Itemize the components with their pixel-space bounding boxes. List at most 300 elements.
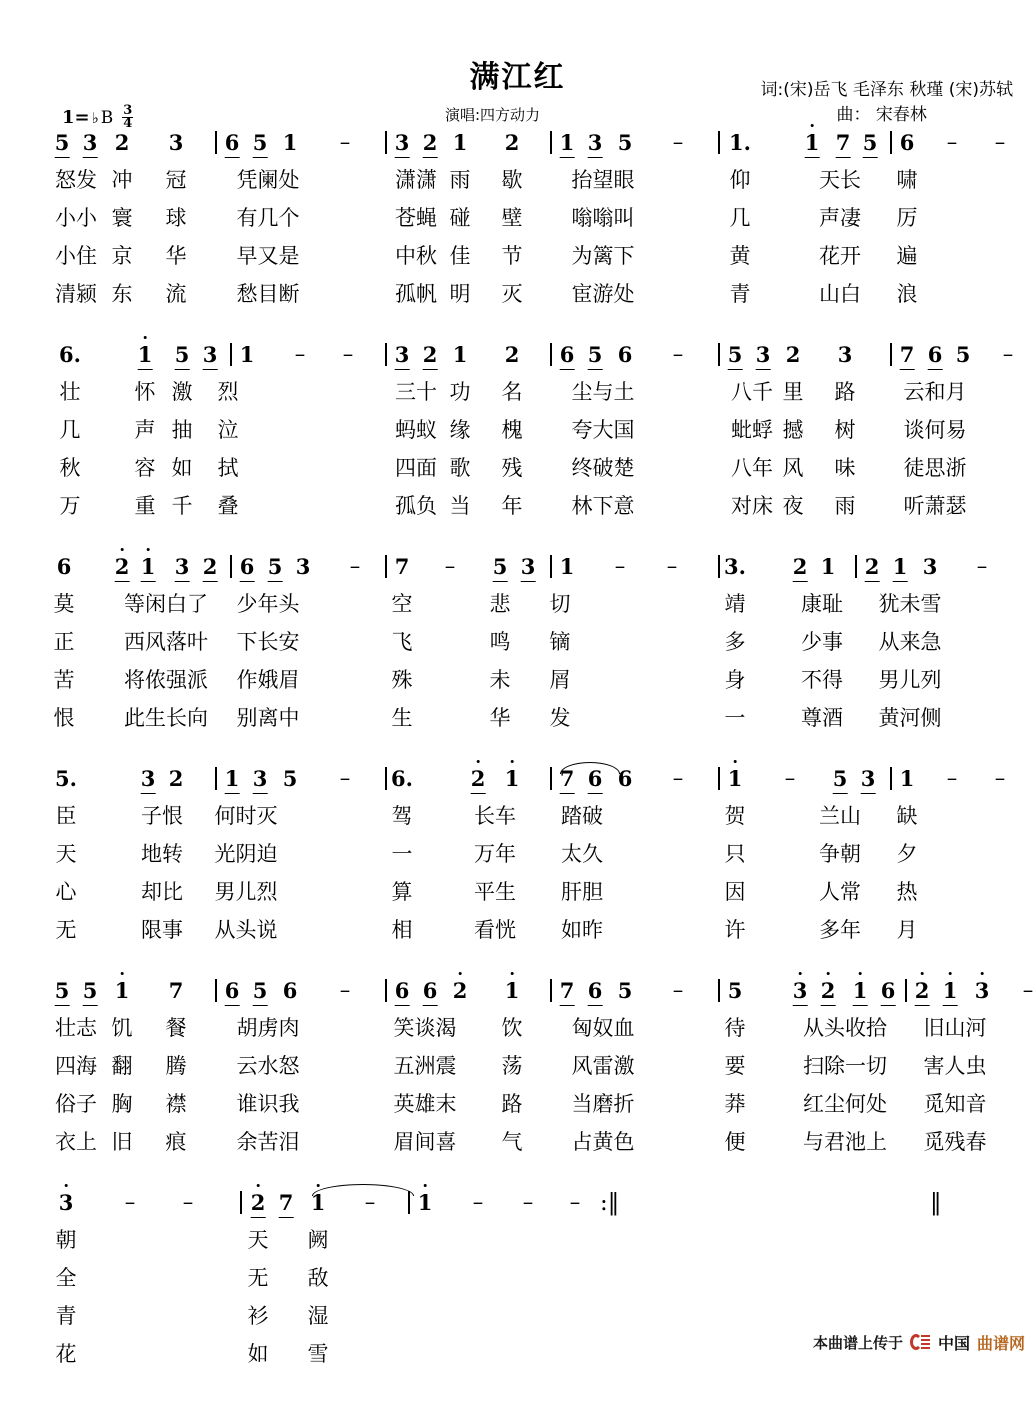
note: 1 <box>943 978 958 1006</box>
note: 3 <box>793 978 808 1006</box>
barline <box>385 766 387 792</box>
lyric-syllable: 佳 <box>449 244 471 268</box>
composer-credit: 曲： 宋春林 <box>836 104 927 125</box>
site-logo-icon <box>910 1333 931 1352</box>
credits <box>761 78 1013 127</box>
note: 6 <box>588 978 603 1006</box>
note: 5 <box>55 130 70 158</box>
lyric-row-verse-2 <box>0 626 1035 664</box>
lyric-syllable: 空 <box>391 592 413 616</box>
note: 5 <box>863 130 878 158</box>
lyric-syllable: 功 <box>449 380 471 404</box>
lyric-syllable: 潇潇 <box>395 168 437 192</box>
lyric-syllable: 黄河侧 <box>878 706 942 730</box>
lyric-syllable: 匈奴血 <box>571 1016 635 1040</box>
lyric-syllable: 夜 <box>782 494 804 518</box>
lyric-syllable: 冲 <box>111 168 133 192</box>
lyric-syllable: 遍 <box>896 244 918 268</box>
lyric-syllable: 四面 <box>395 456 437 480</box>
lyric-syllable: 徒思浙 <box>903 456 967 480</box>
lyric-syllable: 早又是 <box>236 244 300 268</box>
lyric-syllable: 襟 <box>165 1092 187 1116</box>
sustain-dash: – <box>1002 342 1014 366</box>
system-2 <box>0 342 1035 528</box>
lyric-row-verse-4 <box>0 702 1035 740</box>
note: 2 <box>504 342 520 367</box>
sustain-dash: – <box>672 978 684 1002</box>
lyric-syllable: 餐 <box>165 1016 187 1040</box>
lyric-syllable: 敌 <box>307 1266 329 1290</box>
lyric-syllable: 子恨 <box>141 804 183 828</box>
lyric-syllable: 八年 <box>731 456 773 480</box>
lyric-syllable: 谈何易 <box>903 418 967 442</box>
note: 6 <box>588 766 603 794</box>
lyric-syllable: 因 <box>724 880 746 904</box>
lyric-syllable: 花开 <box>819 244 861 268</box>
lyric-syllable: 争朝 <box>819 842 861 866</box>
lyric-syllable: 槐 <box>501 418 523 442</box>
barline <box>905 978 907 1004</box>
final-barline: ‖ <box>930 1190 942 1216</box>
lyric-syllable: 将侬强派 <box>124 668 208 692</box>
lyric-syllable: 万年 <box>474 842 516 866</box>
system-1 <box>0 130 1035 316</box>
barline <box>550 130 552 156</box>
lyric-syllable: 味 <box>834 456 856 480</box>
note: 5. <box>55 766 77 791</box>
note: 1 <box>559 554 575 579</box>
lyric-syllable: 嗡嗡叫 <box>571 206 635 230</box>
lyric-syllable: 如 <box>171 456 193 480</box>
barline <box>718 766 720 792</box>
notation-row <box>0 342 1035 376</box>
lyric-syllable: 秋 <box>59 456 81 480</box>
note: 2 <box>114 130 130 155</box>
note: 1 <box>239 342 255 367</box>
lyric-syllable: 旧 <box>111 1130 133 1154</box>
lyric-syllable: 地转 <box>141 842 183 866</box>
barline <box>230 554 232 580</box>
lyric-syllable: 便 <box>724 1130 746 1154</box>
lyric-syllable: 天长 <box>819 168 861 192</box>
lyric-syllable: 烈 <box>217 380 239 404</box>
lyric-syllable: 算 <box>391 880 413 904</box>
note: 6 <box>617 766 633 791</box>
lyric-syllable: 球 <box>165 206 187 230</box>
lyric-syllable: 悲 <box>489 592 511 616</box>
system-5 <box>0 978 1035 1164</box>
lyric-syllable: 残 <box>501 456 523 480</box>
lyric-syllable: 东 <box>111 282 133 306</box>
barline <box>550 766 552 792</box>
note: 2 <box>168 766 184 791</box>
lyric-syllable: 里 <box>782 380 804 404</box>
lyric-syllable: 靖 <box>724 592 746 616</box>
note: 5 <box>955 342 971 367</box>
lyric-syllable: 飞 <box>391 630 413 654</box>
lyric-row-verse-1 <box>0 1012 1035 1050</box>
lyric-syllable: 苦 <box>53 668 75 692</box>
note: 1 <box>114 978 130 1003</box>
note: 3 <box>922 554 938 579</box>
note: 5 <box>175 342 190 370</box>
notation-row <box>0 130 1035 164</box>
note: 3 <box>837 342 853 367</box>
note: 6. <box>391 766 413 791</box>
note: 1 <box>504 978 520 1003</box>
lyric-syllable: 重 <box>134 494 156 518</box>
lyric-syllable: 英雄末 <box>393 1092 457 1116</box>
sustain-dash: – <box>1022 978 1034 1002</box>
lyric-syllable: 红尘何处 <box>803 1092 887 1116</box>
lyric-syllable: 人常 <box>819 880 861 904</box>
note: 6 <box>899 130 915 155</box>
tie-arc <box>560 762 620 774</box>
lyric-syllable: 一 <box>724 706 746 730</box>
lyric-syllable: 孤负 <box>395 494 437 518</box>
note: 1 <box>452 342 468 367</box>
lyric-syllable: 多年 <box>819 918 861 942</box>
lyric-syllable: 看恍 <box>474 918 516 942</box>
lyric-syllable: 浪 <box>896 282 918 306</box>
lyric-syllable: 镝 <box>549 630 571 654</box>
time-signature <box>122 105 133 131</box>
lyric-syllable: 路 <box>834 380 856 404</box>
lyric-row-verse-4 <box>0 1126 1035 1164</box>
lyric-syllable: 夸大国 <box>571 418 635 442</box>
sustain-dash: – <box>349 554 361 578</box>
lyric-syllable: 犹未雪 <box>878 592 942 616</box>
lyric-syllable: 容 <box>134 456 156 480</box>
lyric-syllable: 叠 <box>217 494 239 518</box>
lyric-syllable: 雨 <box>834 494 856 518</box>
sustain-dash: – <box>946 766 958 790</box>
lyric-syllable: 当磨折 <box>571 1092 635 1116</box>
lyric-row-verse-2 <box>0 1262 1035 1300</box>
lyric-syllable: 朝 <box>55 1228 77 1252</box>
meter-denominator: 4 <box>123 116 133 132</box>
tie-arc <box>312 1184 414 1196</box>
sustain-dash: – <box>672 342 684 366</box>
note: 1 <box>417 1190 433 1215</box>
lyric-syllable: 有几个 <box>236 206 300 230</box>
lyric-row-verse-1 <box>0 164 1035 202</box>
lyric-syllable: 万 <box>59 494 81 518</box>
lyric-syllable: 壮志 <box>55 1016 97 1040</box>
note: 1 <box>504 766 520 791</box>
barline <box>230 342 232 368</box>
note: 5 <box>617 130 633 155</box>
lyric-syllable: 拭 <box>217 456 239 480</box>
note: 1 <box>805 130 820 158</box>
barline <box>718 342 720 368</box>
note: 5 <box>282 766 298 791</box>
lyric-syllable: 男儿列 <box>878 668 942 692</box>
lyric-syllable: 兰山 <box>819 804 861 828</box>
lyric-syllable: 缘 <box>449 418 471 442</box>
lyric-syllable: 踏破 <box>561 804 603 828</box>
lyric-syllable: 天 <box>55 842 77 866</box>
note: 1 <box>560 130 575 158</box>
barline <box>855 554 857 580</box>
lyric-syllable: 莫 <box>53 592 75 616</box>
site-name-cn: 中国 <box>937 1334 970 1353</box>
lyric-syllable: 扫除一切 <box>803 1054 887 1078</box>
lyric-syllable: 屑 <box>549 668 571 692</box>
note: 7 <box>900 342 915 370</box>
note: 2 <box>471 766 486 794</box>
lyric-syllable: 八千 <box>731 380 773 404</box>
lyric-syllable: 贺 <box>724 804 746 828</box>
note: 5 <box>617 978 633 1003</box>
lyric-syllable: 发 <box>549 706 571 730</box>
lyric-syllable: 平生 <box>474 880 516 904</box>
barline <box>550 978 552 1004</box>
lyric-syllable: 恨 <box>53 706 75 730</box>
flat-icon: ♭ <box>91 108 99 127</box>
note: 5 <box>55 978 70 1006</box>
lyric-syllable: 驾 <box>391 804 413 828</box>
note: 2 <box>423 130 438 158</box>
note: 3 <box>168 130 184 155</box>
lyric-row-verse-1 <box>0 376 1035 414</box>
lyric-syllable: 何时灭 <box>214 804 278 828</box>
lyric-syllable: 荡 <box>501 1054 523 1078</box>
note: 2 <box>865 554 880 582</box>
key-signature <box>62 105 133 131</box>
note: 2 <box>115 554 130 582</box>
lyric-row-verse-4 <box>0 914 1035 952</box>
sustain-dash: – <box>614 554 626 578</box>
lyric-syllable: 从头说 <box>214 918 278 942</box>
lyric-syllable: 未 <box>489 668 511 692</box>
lyric-syllable: 西风落叶 <box>124 630 208 654</box>
lyric-syllable: 只 <box>724 842 746 866</box>
sustain-dash: – <box>444 554 456 578</box>
lyric-syllable: 激 <box>171 380 193 404</box>
note: 3 <box>861 766 876 794</box>
lyric-syllable: 身 <box>724 668 746 692</box>
page-title: 满江红 <box>469 60 566 95</box>
note: 1 <box>853 978 868 1006</box>
header <box>0 0 1035 130</box>
lyric-syllable: 要 <box>724 1054 746 1078</box>
barline <box>890 342 892 368</box>
sustain-dash: – <box>994 130 1006 154</box>
note: 1 <box>452 130 468 155</box>
lyric-syllable: 饥 <box>111 1016 133 1040</box>
note: 2 <box>793 554 808 582</box>
lyric-syllable: 声凄 <box>819 206 861 230</box>
lyric-syllable: 节 <box>501 244 523 268</box>
lyric-syllable: 饮 <box>501 1016 523 1040</box>
note: 1 <box>138 342 153 370</box>
lyric-row-verse-2 <box>0 414 1035 452</box>
lyric-syllable: 殊 <box>391 668 413 692</box>
note: 3 <box>83 130 98 158</box>
lyric-syllable: 花 <box>55 1342 77 1366</box>
note: 2 <box>821 978 836 1006</box>
lyric-syllable: 尊酒 <box>801 706 843 730</box>
upload-text: 本曲谱上传于 <box>812 1334 903 1352</box>
barline <box>890 766 892 792</box>
lyric-syllable: 抽 <box>171 418 193 442</box>
barline <box>718 978 720 1004</box>
repeat-sign: :‖ <box>600 1190 620 1216</box>
lyric-syllable: 雨 <box>449 168 471 192</box>
lyric-syllable: 灭 <box>501 282 523 306</box>
lyric-syllable: 小小 <box>55 206 97 230</box>
lyric-syllable: 青 <box>729 282 751 306</box>
lyric-syllable: 生 <box>391 706 413 730</box>
lyric-syllable: 相 <box>391 918 413 942</box>
lyric-syllable: 云水怒 <box>236 1054 300 1078</box>
lyric-syllable: 无 <box>247 1266 269 1290</box>
lyric-syllable: 全 <box>55 1266 77 1290</box>
lyric-syllable: 男儿烈 <box>214 880 278 904</box>
note: 1 <box>310 1190 326 1215</box>
lyric-syllable: 厉 <box>896 206 918 230</box>
sustain-dash: – <box>976 554 988 578</box>
lyric-syllable: 一 <box>391 842 413 866</box>
note: 2 <box>915 978 930 1006</box>
lyric-syllable: 小住 <box>55 244 97 268</box>
sustain-dash: – <box>672 766 684 790</box>
note: 6 <box>617 342 633 367</box>
note: 1 <box>820 554 836 579</box>
barline <box>718 130 720 156</box>
site-name-qp: 曲谱网 <box>976 1334 1025 1353</box>
barline <box>215 130 217 156</box>
note: 3 <box>175 554 190 582</box>
note: 6 <box>423 978 438 1006</box>
lyric-syllable: 清颍 <box>55 282 97 306</box>
note: 5 <box>253 978 268 1006</box>
lyric-syllable: 壮 <box>59 380 81 404</box>
note: 7 <box>560 766 575 794</box>
note: 6 <box>928 342 943 370</box>
barline <box>890 130 892 156</box>
lyric-row-verse-2 <box>0 838 1035 876</box>
barline <box>718 554 720 580</box>
lyric-syllable: 苍蝇 <box>395 206 437 230</box>
lyric-syllable: 莽 <box>724 1092 746 1116</box>
note: 6 <box>225 130 240 158</box>
notation-row <box>0 1190 1035 1224</box>
lyric-syllable: 余苦泪 <box>236 1130 300 1154</box>
note: 3 <box>521 554 536 582</box>
barline <box>550 554 552 580</box>
lyric-syllable: 月 <box>896 918 918 942</box>
note: 3 <box>395 342 410 370</box>
lyric-syllable: 听萧瑟 <box>903 494 967 518</box>
note: 3 <box>395 130 410 158</box>
note: 2 <box>423 342 438 370</box>
lyric-syllable: 胸 <box>111 1092 133 1116</box>
lyric-syllable: 正 <box>53 630 75 654</box>
lyric-row-verse-1 <box>0 800 1035 838</box>
lyric-syllable: 四海 <box>55 1054 97 1078</box>
sustain-dash: – <box>666 554 678 578</box>
lyric-syllable: 旧山河 <box>923 1016 987 1040</box>
note: 7 <box>836 130 851 158</box>
lyric-syllable: 风雷激 <box>571 1054 635 1078</box>
note: 2 <box>251 1190 266 1218</box>
lyric-syllable: 天 <box>247 1228 269 1252</box>
lyric-syllable: 衣上 <box>55 1130 97 1154</box>
lyric-syllable: 怒发 <box>55 168 97 192</box>
note: 3 <box>141 766 156 794</box>
lyric-syllable: 肝胆 <box>561 880 603 904</box>
lyric-syllable: 痕 <box>165 1130 187 1154</box>
sustain-dash: – <box>569 1190 581 1214</box>
lyric-syllable: 仰 <box>729 168 751 192</box>
note: 1 <box>727 766 743 791</box>
lyric-syllable: 光阴迫 <box>214 842 278 866</box>
lyricist-credit: 词:(宋)岳飞 毛泽东 秋瑾 (宋)苏轼 <box>760 80 1013 100</box>
lyric-syllable: 千 <box>171 494 193 518</box>
lyric-syllable: 歌 <box>449 456 471 480</box>
note: 6 <box>395 978 410 1006</box>
lyric-syllable: 宦游处 <box>571 282 635 306</box>
lyric-syllable: 凭阑处 <box>236 168 300 192</box>
lyric-row-verse-2 <box>0 202 1035 240</box>
note: 5 <box>588 342 603 370</box>
notation-row <box>0 978 1035 1012</box>
lyric-syllable: 心 <box>55 880 77 904</box>
lyric-row-verse-4 <box>0 490 1035 528</box>
barline <box>385 978 387 1004</box>
lyric-syllable: 蚍蜉 <box>731 418 773 442</box>
note: 5 <box>727 978 743 1003</box>
lyric-syllable: 太久 <box>561 842 603 866</box>
lyric-syllable: 湿 <box>307 1304 329 1328</box>
note: 2 <box>785 342 801 367</box>
lyric-syllable: 谁识我 <box>236 1092 300 1116</box>
lyric-syllable: 雪 <box>307 1342 329 1366</box>
note: 1. <box>729 130 751 155</box>
lyric-syllable: 寰 <box>111 206 133 230</box>
lyric-syllable: 声 <box>134 418 156 442</box>
barline <box>550 342 552 368</box>
note: 3 <box>253 766 268 794</box>
lyric-syllable: 三十 <box>395 380 437 404</box>
lyric-syllable: 别离中 <box>236 706 300 730</box>
lyric-syllable: 康耻 <box>801 592 843 616</box>
lyric-syllable: 多 <box>724 630 746 654</box>
note: 1 <box>141 554 156 582</box>
lyric-syllable: 尘与土 <box>571 380 635 404</box>
lyric-syllable: 从头收拾 <box>803 1016 887 1040</box>
lyric-row-verse-3 <box>0 876 1035 914</box>
sustain-dash: – <box>294 342 306 366</box>
note: 5 <box>833 766 848 794</box>
singer-credit: 演唱:四方动力 <box>445 106 541 124</box>
lyric-syllable: 如 <box>247 1342 269 1366</box>
lyric-syllable: 翻 <box>111 1054 133 1078</box>
lyric-row-verse-3 <box>0 664 1035 702</box>
lyric-syllable: 云和月 <box>903 380 967 404</box>
lyric-syllable: 路 <box>501 1092 523 1116</box>
lyric-row-verse-1 <box>0 1224 1035 1262</box>
lyric-syllable: 名 <box>501 380 523 404</box>
lyric-syllable: 愁目断 <box>236 282 300 306</box>
lyric-syllable: 流 <box>165 282 187 306</box>
lyric-syllable: 热 <box>896 880 918 904</box>
lyric-syllable: 下长安 <box>236 630 300 654</box>
lyric-syllable: 作娥眉 <box>236 668 300 692</box>
note: 1 <box>282 130 298 155</box>
